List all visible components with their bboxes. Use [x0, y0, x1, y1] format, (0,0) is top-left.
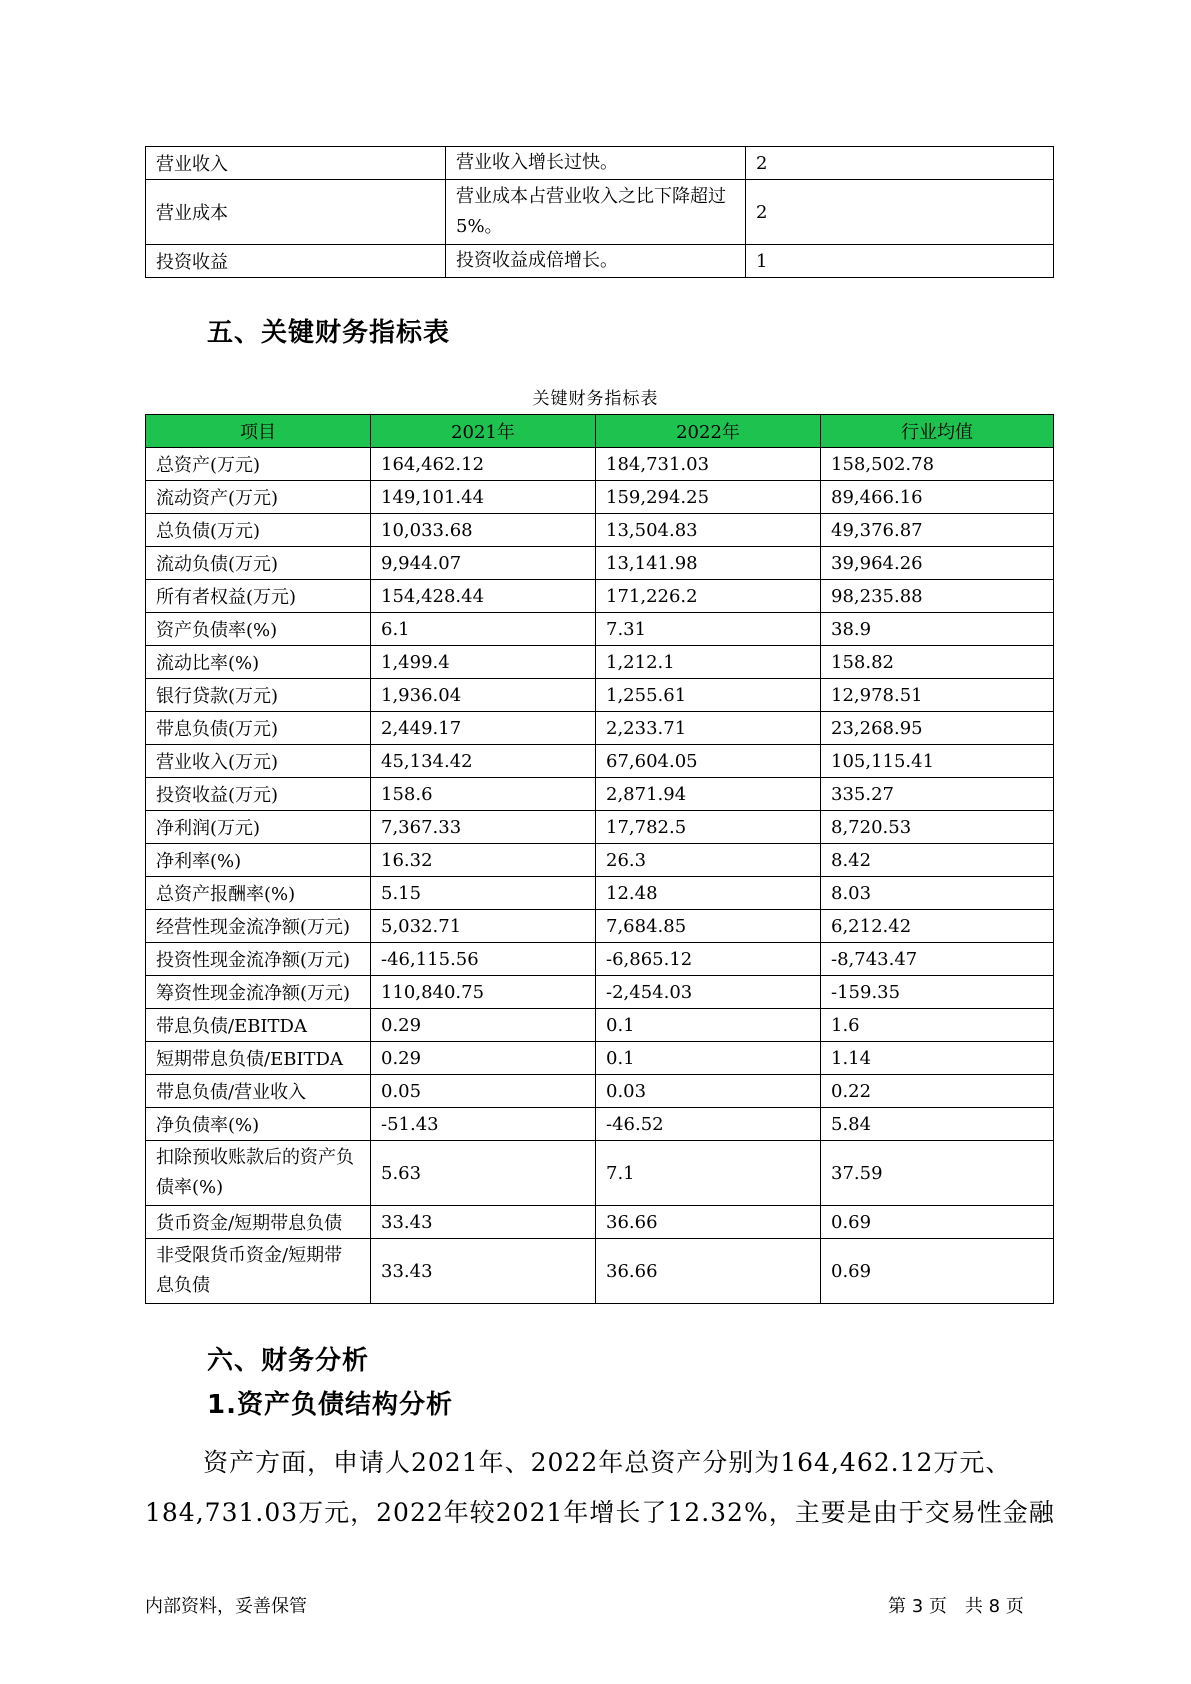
indicator-name-cell: 带息负债/EBITDA	[146, 1009, 371, 1042]
subsection-heading: 1.资产负债结构分析	[207, 1390, 453, 1420]
table-row	[146, 514, 1054, 547]
table-row	[146, 844, 1054, 877]
table-row	[146, 180, 1054, 245]
value-cell: -2,454.03	[596, 976, 821, 1009]
value-cell: 36.66	[596, 1206, 821, 1239]
table-row	[146, 613, 1054, 646]
table-row	[146, 580, 1054, 613]
indicator-name-cell: 非受限货币资金/短期带息负债	[146, 1239, 371, 1304]
table-row	[146, 1042, 1054, 1075]
item-cell: 营业成本	[146, 180, 446, 245]
table-row	[146, 448, 1054, 481]
indicator-name-cell: 净负债率(%)	[146, 1108, 371, 1141]
indicator-name-cell: 净利润(万元)	[146, 811, 371, 844]
indicator-name-cell: 银行贷款(万元)	[146, 679, 371, 712]
value-cell: 9,944.07	[371, 547, 596, 580]
value-cell: 5.15	[371, 877, 596, 910]
value-cell: 0.1	[596, 1009, 821, 1042]
table-row	[146, 745, 1054, 778]
value-cell: 149,101.44	[371, 481, 596, 514]
column-header: 2022年	[596, 415, 821, 448]
value-cell: 13,504.83	[596, 514, 821, 547]
item-cell: 营业收入	[146, 147, 446, 180]
section-6-heading: 六、财务分析	[207, 1346, 370, 1376]
score-cell: 2	[746, 147, 1054, 180]
value-cell: 335.27	[821, 778, 1054, 811]
indicator-name-cell: 所有者权益(万元)	[146, 580, 371, 613]
value-cell: 171,226.2	[596, 580, 821, 613]
indicator-name-cell: 净利率(%)	[146, 844, 371, 877]
value-cell: -6,865.12	[596, 943, 821, 976]
table-row	[146, 481, 1054, 514]
value-cell: 33.43	[371, 1206, 596, 1239]
value-cell: 1,255.61	[596, 679, 821, 712]
table-row	[146, 1075, 1054, 1108]
value-cell: 1.14	[821, 1042, 1054, 1075]
indicator-name-cell: 带息负债(万元)	[146, 712, 371, 745]
indicator-name-cell: 资产负债率(%)	[146, 613, 371, 646]
table-row	[146, 1141, 1054, 1206]
table-row	[146, 1009, 1054, 1042]
value-cell: 17,782.5	[596, 811, 821, 844]
footer-page-number: 第 3 页 共 8 页	[888, 1596, 1024, 1617]
value-cell: 12.48	[596, 877, 821, 910]
value-cell: -46.52	[596, 1108, 821, 1141]
indicator-name-cell: 经营性现金流净额(万元)	[146, 910, 371, 943]
value-cell: 1,499.4	[371, 646, 596, 679]
value-cell: 33.43	[371, 1239, 596, 1304]
value-cell: 1.6	[821, 1009, 1054, 1042]
value-cell: 37.59	[821, 1141, 1054, 1206]
table-row	[146, 1108, 1054, 1141]
value-cell: 154,428.44	[371, 580, 596, 613]
table-row	[146, 646, 1054, 679]
table-row	[146, 679, 1054, 712]
indicator-name-cell: 投资收益(万元)	[146, 778, 371, 811]
column-header: 行业均值	[821, 415, 1054, 448]
indicator-name-cell: 总资产(万元)	[146, 448, 371, 481]
value-cell: 38.9	[821, 613, 1054, 646]
score-cell: 2	[746, 180, 1054, 245]
value-cell: 5.84	[821, 1108, 1054, 1141]
value-cell: 67,604.05	[596, 745, 821, 778]
indicator-name-cell: 带息负债/营业收入	[146, 1075, 371, 1108]
indicator-name-cell: 流动资产(万元)	[146, 481, 371, 514]
indicator-name-cell: 扣除预收账款后的资产负债率(%)	[146, 1141, 371, 1206]
value-cell: 8.42	[821, 844, 1054, 877]
value-cell: 12,978.51	[821, 679, 1054, 712]
value-cell: 105,115.41	[821, 745, 1054, 778]
value-cell: 0.29	[371, 1042, 596, 1075]
table-row	[146, 547, 1054, 580]
indicator-name-cell: 总负债(万元)	[146, 514, 371, 547]
value-cell: 158.82	[821, 646, 1054, 679]
value-cell: 8,720.53	[821, 811, 1054, 844]
indicator-name-cell: 营业收入(万元)	[146, 745, 371, 778]
column-header: 2021年	[371, 415, 596, 448]
value-cell: 7.1	[596, 1141, 821, 1206]
value-cell: 1,212.1	[596, 646, 821, 679]
value-cell: -159.35	[821, 976, 1054, 1009]
key-financial-indicators-table	[145, 414, 1054, 1304]
table-row	[146, 712, 1054, 745]
indicator-name-cell: 总资产报酬率(%)	[146, 877, 371, 910]
indicator-name-cell: 货币资金/短期带息负债	[146, 1206, 371, 1239]
value-cell: 2,233.71	[596, 712, 821, 745]
value-cell: 2,871.94	[596, 778, 821, 811]
value-cell: 39,964.26	[821, 547, 1054, 580]
section-5-heading: 五、关键财务指标表	[207, 318, 451, 348]
value-cell: 7,367.33	[371, 811, 596, 844]
value-cell: 0.69	[821, 1239, 1054, 1304]
value-cell: 6,212.42	[821, 910, 1054, 943]
value-cell: 7.31	[596, 613, 821, 646]
footer-confidential-note: 内部资料，妥善保管	[145, 1596, 307, 1617]
table-header-row	[146, 415, 1054, 448]
value-cell: 89,466.16	[821, 481, 1054, 514]
value-cell: 158.6	[371, 778, 596, 811]
value-cell: 8.03	[821, 877, 1054, 910]
value-cell: 164,462.12	[371, 448, 596, 481]
table-row	[146, 147, 1054, 180]
table-row	[146, 943, 1054, 976]
value-cell: 16.32	[371, 844, 596, 877]
indicator-name-cell: 流动负债(万元)	[146, 547, 371, 580]
value-cell: 1,936.04	[371, 679, 596, 712]
item-cell: 投资收益	[146, 245, 446, 278]
column-header: 项目	[146, 415, 371, 448]
indicator-name-cell: 筹资性现金流净额(万元)	[146, 976, 371, 1009]
value-cell: 7,684.85	[596, 910, 821, 943]
table-row	[146, 1206, 1054, 1239]
value-cell: -46,115.56	[371, 943, 596, 976]
value-cell: 10,033.68	[371, 514, 596, 547]
value-cell: 2,449.17	[371, 712, 596, 745]
value-cell: 6.1	[371, 613, 596, 646]
score-cell: 1	[746, 245, 1054, 278]
value-cell: 184,731.03	[596, 448, 821, 481]
value-cell: -8,743.47	[821, 943, 1054, 976]
value-cell: 98,235.88	[821, 580, 1054, 613]
table-row	[146, 778, 1054, 811]
value-cell: 26.3	[596, 844, 821, 877]
indicator-name-cell: 流动比率(%)	[146, 646, 371, 679]
table-row	[146, 811, 1054, 844]
value-cell: 5,032.71	[371, 910, 596, 943]
analysis-paragraph: 资产方面，申请人2021年、2022年总资产分别为164,462.12万元、184,731.03万元，2022年较2021年增长了12.32%，主要是由于交易性金融	[145, 1448, 1055, 1527]
value-cell: 0.29	[371, 1009, 596, 1042]
value-cell: 0.03	[596, 1075, 821, 1108]
description-cell: 营业成本占营业收入之比下降超过5%。	[446, 180, 746, 245]
indicator-name-cell: 短期带息负债/EBITDA	[146, 1042, 371, 1075]
value-cell: 23,268.95	[821, 712, 1054, 745]
value-cell: 45,134.42	[371, 745, 596, 778]
description-cell: 营业收入增长过快。	[446, 147, 746, 180]
value-cell: 5.63	[371, 1141, 596, 1206]
indicator-name-cell: 投资性现金流净额(万元)	[146, 943, 371, 976]
value-cell: 0.05	[371, 1075, 596, 1108]
table-caption: 关键财务指标表	[532, 389, 659, 409]
scoring-table	[145, 146, 1054, 278]
value-cell: 0.22	[821, 1075, 1054, 1108]
value-cell: 158,502.78	[821, 448, 1054, 481]
value-cell: 0.1	[596, 1042, 821, 1075]
table-row	[146, 910, 1054, 943]
value-cell: 49,376.87	[821, 514, 1054, 547]
value-cell: 110,840.75	[371, 976, 596, 1009]
table-row	[146, 976, 1054, 1009]
table-row	[146, 877, 1054, 910]
table-row	[146, 245, 1054, 278]
value-cell: 0.69	[821, 1206, 1054, 1239]
value-cell: 159,294.25	[596, 481, 821, 514]
value-cell: 13,141.98	[596, 547, 821, 580]
value-cell: 36.66	[596, 1239, 821, 1304]
value-cell: -51.43	[371, 1108, 596, 1141]
table-row	[146, 1239, 1054, 1304]
description-cell: 投资收益成倍增长。	[446, 245, 746, 278]
